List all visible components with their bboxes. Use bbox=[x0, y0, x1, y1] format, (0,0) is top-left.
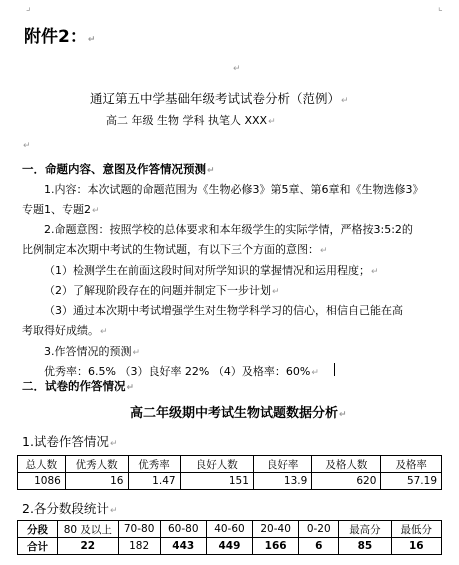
center-title: 高二年级期中考试生物试题数据分析 ↵ bbox=[130, 402, 347, 421]
meta-line: 高二 年级 生物 学科 执笔人 XXX ↵ bbox=[106, 112, 276, 128]
table-header-cell: 80 及以上 bbox=[58, 521, 119, 538]
table-cell: 57.19 bbox=[381, 473, 442, 490]
section1-heading: 一．命题内容、意图及作答情况预测 ↵ bbox=[22, 161, 215, 177]
table-header-cell: 最高分 bbox=[339, 521, 391, 538]
answer-summary-table bbox=[17, 455, 442, 490]
table-row-label: 合计 bbox=[18, 538, 58, 555]
rates-line: 优秀率：6.5% （3）良好率 22% （4）及格率：60% ↵ bbox=[44, 363, 319, 379]
section1-p2-line1: 2.命题意图：按照学校的总体要求和本年级学生的实际学情，严格按3:5:2的 bbox=[44, 223, 413, 236]
intent-item-2: （2）了解现阶段存在的问题并制定下一步计划 ↵ bbox=[44, 282, 280, 298]
table-cell: 16 bbox=[391, 538, 441, 555]
corner-mark-left: ⌟ bbox=[26, 2, 31, 13]
section1-p2-line2: 比例制定本次期中考试的生物试题，有以下三个方面的意图： ↵ bbox=[22, 241, 328, 257]
table-header-cell: 70-80 bbox=[118, 521, 160, 538]
table-cell: 1.47 bbox=[128, 473, 180, 490]
doc-title: 通辽第五中学基础年级考试试卷分析（范例） ↵ bbox=[90, 89, 349, 107]
table-header-cell: 良好人数 bbox=[180, 456, 253, 473]
section1-p1-line1: 1.内容：本次试题的命题范围为《生物必修3》第5章、第6章和《生物选修3》 bbox=[44, 183, 424, 196]
table-header-cell: 60-80 bbox=[160, 521, 206, 538]
table-header-cell: 优秀率 bbox=[128, 456, 180, 473]
table-cell: 1086 bbox=[18, 473, 66, 490]
table-header-cell: 最低分 bbox=[391, 521, 441, 538]
intent-item-3-line2: 考取得好成绩。 ↵ bbox=[22, 322, 108, 338]
subsection-1: 1.试卷作答情况 ↵ bbox=[22, 432, 117, 450]
table-header-cell: 40-60 bbox=[206, 521, 252, 538]
table-row bbox=[18, 538, 442, 555]
table-cell: 22 bbox=[58, 538, 119, 555]
subsection-2: 2.各分数段统计 ↵ bbox=[22, 499, 117, 517]
text-cursor bbox=[334, 363, 335, 376]
table-cell: 6 bbox=[299, 538, 339, 555]
section1-p1-line2: 专题1、专题2 ↵ bbox=[22, 201, 100, 217]
intent-item-1: （1）检测学生在前面这段时间对所学知识的掌握情况和运用程度； ↵ bbox=[44, 262, 379, 278]
corner-mark-right: ⌞ bbox=[438, 2, 443, 13]
table-cell: 182 bbox=[118, 538, 160, 555]
table-header-cell: 0-20 bbox=[299, 521, 339, 538]
table-cell: 151 bbox=[180, 473, 253, 490]
table-cell: 449 bbox=[206, 538, 252, 555]
table-header-cell: 优秀人数 bbox=[65, 456, 128, 473]
table-cell: 166 bbox=[253, 538, 299, 555]
prediction-label: 3.作答情况的预测 ↵ bbox=[44, 343, 140, 359]
score-band-table bbox=[17, 520, 442, 555]
table-header-cell: 及格人数 bbox=[312, 456, 381, 473]
blank-paragraph bbox=[232, 60, 241, 74]
table-header-cell: 及格率 bbox=[381, 456, 442, 473]
table-cell: 443 bbox=[160, 538, 206, 555]
section2-heading: 二．试卷的作答情况 ↵ bbox=[22, 378, 134, 394]
table-cell: 16 bbox=[65, 473, 128, 490]
table-header-cell: 20-40 bbox=[253, 521, 299, 538]
table-header-cell: 良好率 bbox=[253, 456, 311, 473]
table-row bbox=[18, 521, 442, 538]
table-header-cell: 总人数 bbox=[18, 456, 66, 473]
attachment-label: 附件2： ↵ bbox=[24, 22, 95, 47]
table-header-cell: 分段 bbox=[18, 521, 58, 538]
table-cell: 85 bbox=[339, 538, 391, 555]
table-cell: 620 bbox=[312, 473, 381, 490]
table-row bbox=[18, 473, 442, 490]
table-cell: 13.9 bbox=[253, 473, 311, 490]
blank-paragraph-2 bbox=[22, 137, 31, 151]
intent-item-3-line1: （3）通过本次期中考试增强学生对生物学科学习的信心，相信自己能在高 bbox=[44, 304, 403, 317]
table-row bbox=[18, 456, 442, 473]
